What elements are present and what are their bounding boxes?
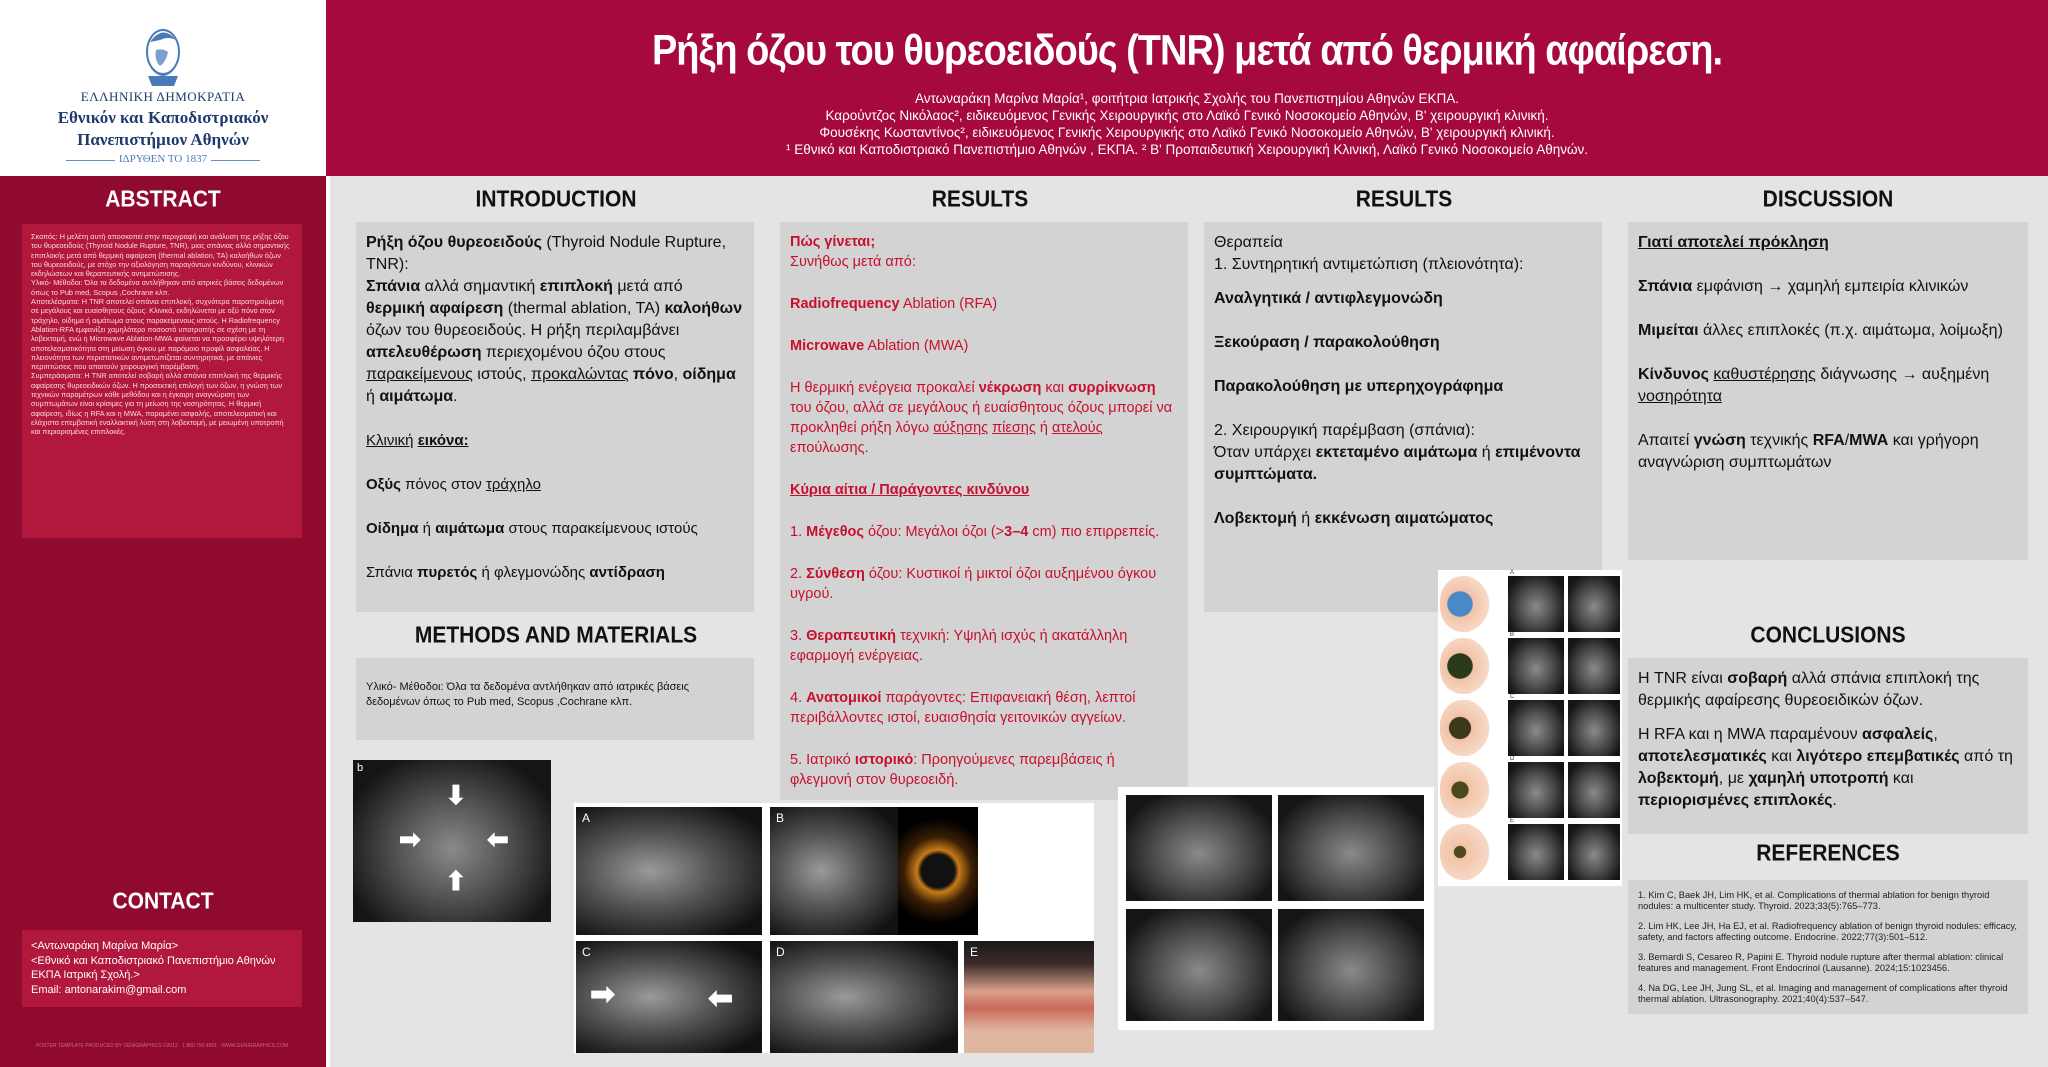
conclusion-serious: Η TNR είναι σοβαρή αλλά σπάνια επιπλοκή της θερμικής αφαίρεσης θυρεοειδικών όζων. [1638, 670, 1980, 709]
references-heading: REFERENCES [1756, 840, 1900, 867]
panel-label-d: D [776, 945, 785, 959]
intro-rare: Σπάνια αλλά σημαντική επιπλοκή μετά από θερμική αφαίρεση (thermal ablation, TA) καλοήθων όζων του θυρεοειδούς. Η ρήξη περιλαμβάνει απελευθέρωση περιεχομένου όζου στους παρακείμενους ιστούς, προκαλώντας πόνο, οίδημα ή αιμάτωμα. [366, 278, 743, 405]
abstract-methods: Υλικό- Μέθοδοι: Όλα τα δεδομένα αντλήθηκαν από ιατρικές βάσεις δεδομένων όπως το Pub med, Scopus ,Cochrane κλπ. [31, 278, 284, 297]
affiliations-line: ¹ Εθνικό και Καποδιστριακό Πανεπιστήμιο Αθηνών , ΕΚΠΑ. ² Β' Προπαιδευτική Χειρουργική Κλινική, Λαϊκό Γενικό Νοσοκομείο Αθηνών. [785, 142, 1589, 157]
panel-label-e: E [970, 945, 979, 959]
followup-us-5b [1568, 824, 1620, 880]
intro-acute-pain: Οξύς πόνος στον τράχηλο [366, 476, 541, 493]
ultrasound-panel-4 [1278, 909, 1424, 1021]
contact-box [22, 930, 302, 1007]
figure-panel-e-neck-photo [964, 941, 1094, 1053]
followup-us-2a [1508, 638, 1564, 694]
abstract-aim: Σκοπός: Η μελέτη αυτή αποσκοπεί στην περιγραφή και ανάλυση της ρήξης όζου του θυρεοειδούς (Thyroid Nodule Rupture, TNR), μιας σπάνιας αλλά σημαντικής επιπλοκής μετά από θερμική αφαίρεση (thermal ablation, TA) καλοήθων όζων του θυρεοειδούς, με στόχο την αξιολόγηση παραγόντων κινδύνου, κλινικών εκδηλώσεων και θεραπευτικής αντιμετώπισης. [31, 232, 290, 279]
results-mwa: Microwave Ablation (MWA) [790, 338, 969, 354]
poster-header [326, 0, 2048, 176]
followup-us-3a [1508, 700, 1564, 756]
discussion-risk: Κίνδυνος καθυστέρησης διάγνωσης → αυξημένη νοσηρότητα [1638, 366, 1990, 405]
risk-technique: 3. Θεραπευτική τεχνική: Υψηλή ισχύς ή ακατάλληλη εφαρμογή ενέργειας. [790, 628, 1128, 664]
ultrasound-panel-3 [1126, 909, 1272, 1021]
author-line-3: Φουσέκης Κωσταντίνος², ειδικευόμενος Γενικής Χειρουργικής στο Λαϊκό Γενικό Νοσοκομείο Αθηνών, Β' χειρουργική κλινική. [819, 125, 1555, 140]
therapy-surgical-when: Όταν υπάρχει εκτεταμένο αιμάτωμα ή επιμένοντα συμπτώματα. [1214, 444, 1581, 483]
introduction-box [356, 222, 754, 612]
discussion-heading: DISCUSSION [1762, 186, 1894, 213]
thyroid-followup-figure [1438, 570, 1622, 886]
panel-label-a: A [582, 811, 591, 825]
results-heading-2: RESULTS [1355, 186, 1453, 213]
author-line-1: Αντωναράκη Μαρίνα Μαρία¹, φοιτήτρια Ιατρικής Σχολής του Πανεπιστημίου Αθηνών ΕΚΠΑ. [915, 91, 1459, 106]
risk-size: 1. Μέγεθος όζου: Μεγάλοι όζοι (>3–4 cm) πιο επιρρεπείς. [790, 524, 1160, 540]
figure-panel-b-doppler [898, 807, 978, 935]
discussion-mimics: Μιμείται άλλες επιπλοκές (π.χ. αιμάτωμα, λοίμωξη) [1638, 322, 2003, 339]
multipanel-figure [574, 803, 1094, 1053]
ultrasound-image-b [353, 760, 551, 922]
methods-box [356, 658, 754, 740]
references-box [1628, 880, 2028, 1014]
followup-us-2b [1568, 638, 1620, 694]
followup-us-1a [1508, 576, 1564, 632]
methods-heading: METHODS AND MATERIALS [414, 622, 698, 649]
introduction-heading: INTRODUCTION [475, 186, 637, 213]
figure-label-b: b [357, 762, 364, 774]
intro-definition: Ρήξη όζου θυρεοειδούς (Thyroid Nodule Rupture, TNR): [366, 234, 727, 273]
followup-us-3b [1568, 700, 1620, 756]
arrow-right-icon: ➡ [590, 978, 616, 1011]
intro-swelling: Οίδημα ή αιμάτωμα στους παρακείμενους ιστούς [366, 520, 698, 537]
small-label-d: D [1510, 756, 1515, 762]
risk-anatomy: 4. Ανατομικοί παράγοντες: Επιφανειακή θέση, λεπτοί περιβάλλοντες ιστοί, ευαισθησία γειτονικών αγγείων. [790, 690, 1136, 726]
panel-label-c: C [582, 945, 591, 959]
risk-composition: 2. Σύνθεση όζου: Κυστικοί ή μικτοί όζοι αυξημένου όγκου υγρού. [790, 566, 1157, 602]
discussion-box [1628, 222, 2028, 560]
contact-affiliation: <Εθνικό και Καποδιστριακό Πανεπιστήμιο Αθηνών ΕΚΠΑ Ιατρική Σχολή.> [31, 954, 276, 981]
contact-heading: CONTACT [112, 888, 214, 915]
conclusion-safe: Η RFA και η MWA παραμένουν ασφαλείς, αποτελεσματικές και λιγότερο επεμβατικές από τη λοβεκτομή, με χαμηλή υποτροπή και περιορισμένες επιπλοκές. [1638, 726, 2013, 809]
thyroid-drawing-3 [1440, 700, 1490, 756]
template-footer-note: POSTER TEMPLATE PRODUCED BY GENIGRAPHICS ©2012 · 1.800.790.4001 · WWW.GENIGRAPHICS.COM [35, 1043, 289, 1049]
figure-panel-d [770, 941, 958, 1053]
thyroid-drawing-1 [1440, 576, 1490, 632]
author-line-2: Καρούντζος Νικόλαος², ειδικευόμενος Γενικής Χειρουργικής στο Λαϊκό Γενικό Νοσοκομείο Αθηνών, Β' χειρουργική κλινική. [825, 108, 1549, 123]
results-how-title: Πώς γίνεται; [790, 234, 876, 250]
thyroid-drawing-2 [1440, 638, 1490, 694]
logo-line-3: Πανεπιστήμιον Αθηνών [77, 130, 249, 149]
arrow-left-icon: ⬅ [487, 824, 509, 854]
discussion-rare: Σπάνια εμφάνιση → χαμηλή εμπειρία κλινικών [1638, 278, 1969, 295]
therapy-ultrasound: Παρακολούθηση με υπερηχογράφημα [1214, 378, 1504, 395]
arrow-up-icon: ⬆ [445, 866, 467, 896]
followup-us-1b [1568, 576, 1620, 632]
reference-2: 2. Lim HK, Lee JH, Ha EJ, et al. Radiofrequency ablation of benign thyroid nodules: efficacy, safety, and factors affecting outcome. Endocrine. 2022;77(3):501–512. [1638, 921, 2017, 942]
athena-logo-icon [138, 22, 188, 88]
results-risk-title: Κύρια αίτια / Παράγοντες κινδύνου [790, 482, 1030, 498]
figure-panel-b [770, 807, 898, 935]
arrow-down-icon: ⬇ [445, 780, 467, 810]
results-box-2 [1204, 222, 1602, 612]
abstract-box [22, 224, 302, 538]
reference-3: 3. Bernardi S, Cesareo R, Papini E. Thyroid nodule rupture after thermal ablation: clinical features and management. Front Endocrinol (Lausanne). 2024;15:1023456. [1638, 952, 2004, 973]
followup-us-4b [1568, 762, 1620, 818]
four-panel-ultrasound [1118, 787, 1434, 1030]
small-label-a: A [1510, 570, 1515, 576]
abstract-heading: ABSTRACT [105, 186, 221, 213]
discussion-knowledge: Απαιτεί γνώση τεχνικής RFA/MWA και γρήγορη αναγνώριση συμπτωμάτων [1638, 432, 1979, 471]
therapy-lobectomy: Λοβεκτομή ή εκκένωση αιματώματος [1214, 510, 1494, 527]
risk-history: 5. Ιατρικό ιστορικό: Προηγούμενες παρεμβάσεις ή φλεγμονή στον θυρεοειδή. [790, 752, 1115, 788]
therapy-surgical: 2. Χειρουργική παρέμβαση (σπάνια): [1214, 422, 1475, 439]
logo-line-2: Εθνικόν και Καποδιστριακόν [57, 108, 269, 127]
followup-us-5a [1508, 824, 1564, 880]
logo-panel [0, 0, 326, 176]
abstract-conclusions: Συμπεράσματα: Η TNR αποτελεί σοβαρή αλλά σπάνια επιπλοκή της θερμικής αφαίρεσης θυρεοειδικών όζων. Η προσεκτική επιλογή των όζων, η γνώση των τεχνικών παραμέτρων κάθε μεθόδου και η έγκαιρη αναγνώριση των συμπτωμάτων είναι κρίσιμες για τη μείωση της νοσηρότητας. Η θερμική αφαίρεση, ιδίως η RFA και η MWA, παραμένει ασφαλής, αποτελεσματική και ελάχιστα επεμβατική εναλλακτική λύση στη λοβεκτομή, με μειωμένη υποτροπή και περιορισμένες επιπλοκές. [31, 371, 284, 437]
reference-4: 4. Na DG, Lee JH, Jung SL, et al. Imaging and management of complications after thyroid thermal ablation. Ultrasonography. 2021;40(4):537–547. [1638, 983, 2008, 1004]
ultrasound-panel-1 [1126, 795, 1272, 901]
therapy-conservative: 1. Συντηρητική αντιμετώπιση (πλειονότητα): [1214, 256, 1524, 273]
logo-line-1: ΕΛΛΗΝΙΚΗ ΔΗΜΟΚΡΑΤΙΑ [80, 89, 246, 104]
small-label-e: E [1510, 818, 1515, 824]
methods-text: Υλικό- Μέθοδοι: Όλα τα δεδομένα αντλήθηκαν από ιατρικές βάσεις δεδομένων όπως το Pub med, Scopus ,Cochrane κλπ. [366, 681, 690, 708]
intro-fever: Σπάνια πυρετός ή φλεγμονώδης αντίδραση [366, 564, 665, 581]
abstract-results: Αποτελέσματα: Η TNR αποτελεί σπάνια επιπλοκή, συχνότερα παρατηρούμενη σε μεγάλους και ευαίσθητους όζους. Κλινικά, εκδηλώνεται με οξύ πόνο στον τράχηλο, οίδημα ή αιμάτωμα στους παρακείμενους ιστούς. Η Radiofrequency Ablation-RFA εμφανίζει χαμηλότερο ποσοστό υποτροπής σε σχέση με τη λοβεκτομή, ενώ η Microwave Ablation-MWA φαίνεται να προσφέρει υψηλότερη αποτελεσματικότητα στη μείωση όγκου με παρόμοιο προφίλ ασφαλείας. Η πλειονότητα των περιστατικών αντιμετωπίζεται συντηρητικά, με σπάνιες περιπτώσεις που απαιτούν χειρουργική παρέμβαση. [31, 297, 284, 372]
results-rfa: Radiofrequency Ablation (RFA) [790, 296, 998, 312]
logo-founded: ΙΔΡΥΘΕΝ ΤΟ 1837 [115, 153, 211, 165]
therapy-title: Θεραπεία [1214, 234, 1283, 251]
arrow-right-icon: ➡ [399, 824, 421, 854]
therapy-analgesics: Αναλγητικά / αντιφλεγμονώδη [1214, 290, 1443, 307]
results-box-1 [780, 222, 1188, 800]
poster-title: Ρήξη όζου του θυρεοειδούς (TNR) μετά από θερμική αφαίρεση. [651, 27, 1723, 75]
small-label-b: B [1510, 632, 1515, 638]
followup-us-4a [1508, 762, 1564, 818]
figure-panel-a [576, 807, 762, 935]
contact-email[interactable]: Email: antonarakim@gmail.com [31, 983, 187, 996]
results-how-sub: Συνήθως μετά από: [790, 254, 916, 270]
results-heading-1: RESULTS [931, 186, 1029, 213]
intro-clinical-picture: Κλινική εικόνα: [366, 432, 469, 449]
results-mechanism: Η θερμική ενέργεια προκαλεί νέκρωση και συρρίκνωση του όζου, αλλά σε μεγάλους ή ευαίσθητους όζους μπορεί να προκληθεί ρήξη λόγω αύξησης πίεσης ή ατελούς επούλωσης. [790, 380, 1173, 456]
discussion-title: Γιατί αποτελεί πρόκληση [1638, 234, 1829, 251]
thyroid-drawing-4 [1440, 762, 1490, 818]
thyroid-drawing-5 [1440, 824, 1490, 880]
logo-line-4 [0, 153, 326, 165]
small-label-c: C [1510, 694, 1515, 700]
reference-1: 1. Kim C, Baek JH, Lim HK, et al. Complications of thermal ablation for benign thyroid nodules: a multicenter study. Thyroid. 2023;33(5):765–773. [1638, 890, 1990, 911]
therapy-rest: Ξεκούραση / παρακολούθηση [1214, 334, 1440, 351]
figure-panel-c [576, 941, 762, 1053]
arrow-left-icon: ⬅ [708, 982, 734, 1015]
ultrasound-panel-2 [1278, 795, 1424, 901]
conclusions-heading: CONCLUSIONS [1750, 622, 1906, 649]
contact-name: <Αντωναράκη Μαρίνα Μαρία> [31, 940, 179, 952]
conclusions-box [1628, 658, 2028, 834]
panel-label-b: B [776, 811, 785, 825]
